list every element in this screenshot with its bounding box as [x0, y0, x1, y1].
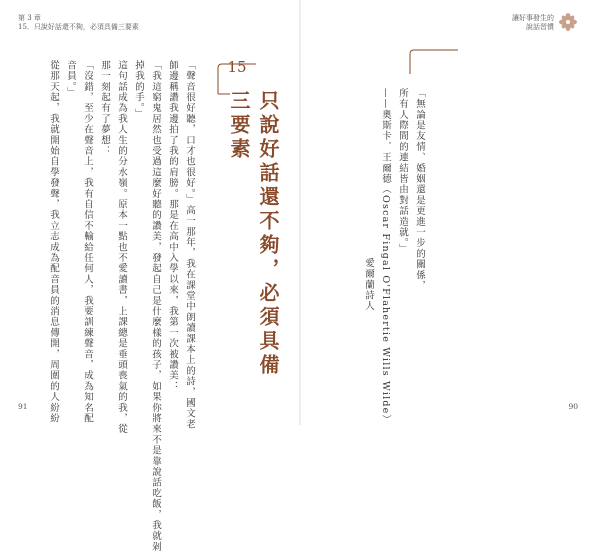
body-column: 掉我的手。」: [133, 60, 144, 120]
body-column: 「聲音很好聽，口才也很好。」高一那年，我在課堂中朗讀課本上的詩，國文老: [184, 60, 195, 430]
running-head-line1: 讓好事發生的: [512, 14, 554, 22]
chapter-title: 只說好話還不夠，必須具備三要素: [227, 90, 280, 378]
epigraph-quote: [360, 88, 428, 426]
quote-attribution: ——奧斯卡．王爾德（Oscar Fingal O'Flahertie Wills Wilde）: [380, 88, 391, 426]
quote-note: 愛爾蘭詩人: [363, 258, 374, 312]
body-column: 師邊稱讚我邊拍了我的肩膀。那是在高中入學以來，我第一次被讚美：: [167, 60, 178, 392]
running-head-left: [18, 14, 139, 32]
body-column: 那一刻起有了夢想：: [99, 60, 110, 157]
quote-column: 「無論是友情、婚姻還是更進一步的關係，: [414, 88, 425, 292]
flower-ornament-icon: [558, 12, 578, 32]
quote-bracket-frame: [408, 48, 460, 76]
running-head-line2: 說話習慣: [526, 23, 554, 31]
running-head-chapter: 第 3 章: [18, 14, 41, 22]
running-head-right: [512, 14, 554, 32]
page-number-left: 91: [18, 402, 28, 411]
body-column: 「沒錯，至少在聲音上，我有自信不輸給任何人，我要訓練聲音，成為知名配: [82, 60, 93, 424]
page-number-right: 90: [568, 402, 578, 411]
quote-column: 所有人際間的連結皆由對話造就。」: [397, 88, 408, 255]
right-page: [300, 0, 600, 425]
body-text: [45, 60, 198, 552]
body-column: 從那天起，我就開始自學發聲，我立志成為配音員的消息傳開，周圍的人紛紛: [48, 60, 59, 424]
body-column: 「我這窮鬼居然也受過這麼好聽的讚美，發起自己是什麼樣的孩子，如果你將來不是靠說話吃飯，我就剁: [150, 60, 161, 552]
running-head-section: 15．只說好話還不夠，必須具備三要素: [18, 23, 139, 31]
body-column: 音員。」: [65, 60, 76, 99]
chapter-number: 15: [227, 58, 247, 76]
body-column: 這句話成為我人生的分水嶺。原本一點也不愛讀書，上課總是垂頭喪氣的我，從: [116, 60, 127, 435]
